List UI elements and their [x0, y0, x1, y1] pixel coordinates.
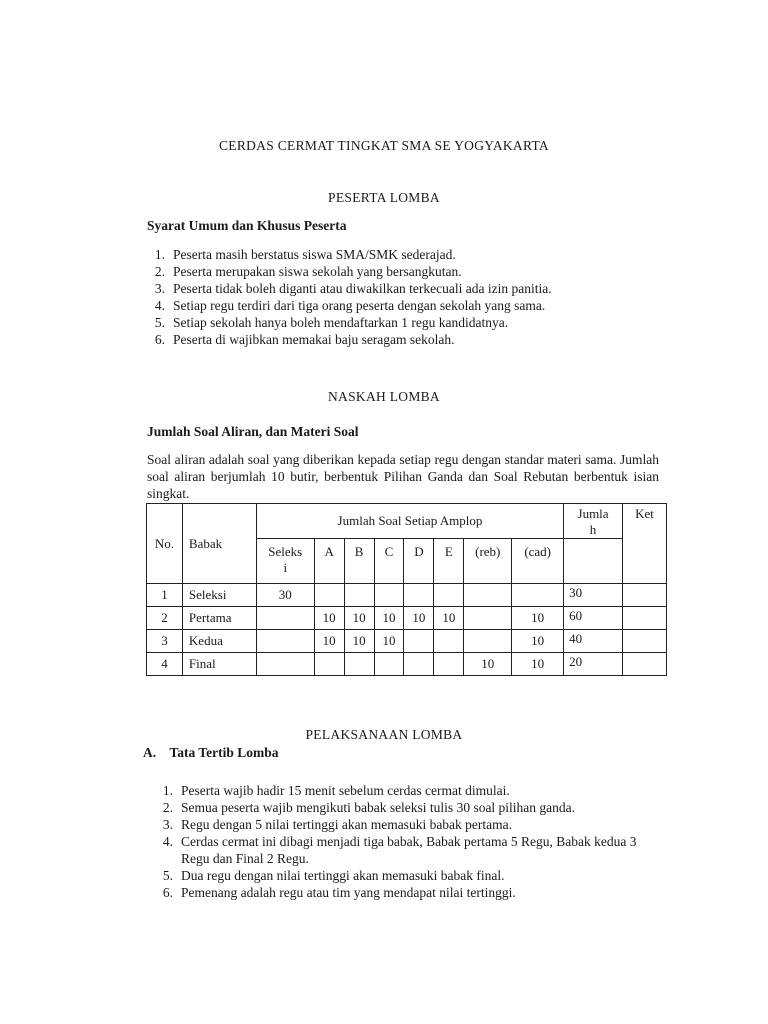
- cell-c: [374, 653, 404, 676]
- soal-table: [146, 503, 667, 676]
- cell-no: 4: [147, 653, 183, 676]
- table-row: [147, 630, 667, 653]
- cell-e: [434, 653, 464, 676]
- cell-b: 10: [344, 630, 374, 653]
- list-item: 6. Peserta di wajibkan memakai baju seragam sekolah.: [154, 332, 455, 347]
- list-item: 3. Regu dengan 5 nilai tertinggi akan memasuki babak pertama.: [162, 817, 513, 832]
- list-item: 4. Setiap regu terdiri dari tiga orang peserta dengan sekolah yang sama.: [154, 298, 546, 313]
- document-title: CERDAS CERMAT TINGKAT SMA SE YOGYAKARTA: [219, 138, 549, 153]
- header-d: D: [404, 539, 434, 584]
- cell-e: 10: [434, 607, 464, 630]
- cell-babak: Kedua: [182, 630, 256, 653]
- cell-jumlah: 40: [564, 630, 623, 653]
- cell-reb: 10: [464, 653, 512, 676]
- cell-c: 10: [374, 607, 404, 630]
- cell-reb: [464, 630, 512, 653]
- header-cad: (cad): [512, 539, 564, 584]
- cell-seleksi: 30: [256, 584, 314, 607]
- cell-a: [314, 584, 344, 607]
- cell-c: 10: [374, 630, 404, 653]
- peserta-list: [147, 246, 627, 348]
- cell-cad: 10: [512, 653, 564, 676]
- header-a: A: [314, 539, 344, 584]
- pelaksanaan-subheading: [143, 745, 279, 761]
- header-e: E: [434, 539, 464, 584]
- list-item: 1. Peserta masih berstatus siswa SMA/SMK sederajad.: [154, 247, 456, 262]
- cell-d: [404, 653, 434, 676]
- list-item: 2. Semua peserta wajib mengikuti babak seleksi tulis 30 soal pilihan ganda.: [162, 800, 576, 815]
- list-item: 6. Pemenang adalah regu atau tim yang mendapat nilai tertinggi.: [162, 885, 516, 900]
- cell-seleksi: [256, 630, 314, 653]
- cell-reb: [464, 607, 512, 630]
- tata-tertib-list: [155, 782, 663, 901]
- cell-cad: 10: [512, 630, 564, 653]
- header-b: B: [344, 539, 374, 584]
- cell-ket: [622, 653, 666, 676]
- header-jumlah-empty: [564, 539, 623, 584]
- cell-no: 1: [147, 584, 183, 607]
- header-seleksi: Seleks i: [256, 539, 314, 584]
- cell-jumlah: 20: [564, 653, 623, 676]
- cell-no: 2: [147, 607, 183, 630]
- header-babak: Babak: [182, 504, 256, 584]
- pelaksanaan-heading: PELAKSANAAN LOMBA: [305, 727, 463, 742]
- header-c: C: [374, 539, 404, 584]
- subheading-text: Tata Tertib Lomba: [169, 745, 279, 760]
- cell-babak: Seleksi: [182, 584, 256, 607]
- cell-babak: Pertama: [182, 607, 256, 630]
- cell-seleksi: [256, 653, 314, 676]
- cell-b: 10: [344, 607, 374, 630]
- cell-cad: 10: [512, 607, 564, 630]
- subheading-letter: A.: [143, 745, 157, 760]
- header-reb: (reb): [464, 539, 512, 584]
- list-item: 5. Dua regu dengan nilai tertinggi akan memasuki babak final.: [162, 868, 505, 883]
- list-item: 4. Cerdas cermat ini dibagi menjadi tiga babak, Babak pertama 5 Regu, Babak kedua 3 Regu dan Final 2 Regu.: [162, 834, 637, 866]
- header-no: No.: [147, 504, 183, 584]
- table-row: [147, 607, 667, 630]
- cell-babak: Final: [182, 653, 256, 676]
- cell-a: 10: [314, 607, 344, 630]
- cell-reb: [464, 584, 512, 607]
- cell-d: [404, 630, 434, 653]
- list-item: 5. Setiap sekolah hanya boleh mendaftarkan 1 regu kandidatnya.: [154, 315, 509, 330]
- cell-jumlah: 30: [564, 584, 623, 607]
- cell-ket: [622, 584, 666, 607]
- list-item: 3. Peserta tidak boleh diganti atau diwakilkan terkecuali ada izin panitia.: [154, 281, 552, 296]
- cell-b: [344, 653, 374, 676]
- naskah-paragraph: Soal aliran adalah soal yang diberikan kepada setiap regu dengan standar materi sama. Jumlah soal aliran berjumlah 10 butir, berbentuk Pilihan Ganda dan Soal Rebutan berbentuk isian singkat.: [147, 452, 659, 501]
- cell-d: 10: [404, 607, 434, 630]
- header-jumlah-soal: Jumlah Soal Setiap Amplop: [256, 504, 563, 539]
- cell-e: [434, 584, 464, 607]
- naskah-subheading: Jumlah Soal Aliran, dan Materi Soal: [147, 424, 359, 439]
- cell-no: 3: [147, 630, 183, 653]
- cell-a: [314, 653, 344, 676]
- list-item: 1. Peserta wajib hadir 15 menit sebelum cerdas cermat dimulai.: [162, 783, 510, 798]
- table-row: [147, 653, 667, 676]
- cell-c: [374, 584, 404, 607]
- cell-b: [344, 584, 374, 607]
- table-row: [147, 584, 667, 607]
- cell-cad: [512, 584, 564, 607]
- cell-seleksi: [256, 607, 314, 630]
- table-header-row: [147, 504, 667, 539]
- cell-ket: [622, 630, 666, 653]
- cell-e: [434, 630, 464, 653]
- peserta-subheading: Syarat Umum dan Khusus Peserta: [147, 218, 347, 233]
- peserta-heading: PESERTA LOMBA: [328, 190, 440, 205]
- cell-jumlah: 60: [564, 607, 623, 630]
- cell-d: [404, 584, 434, 607]
- list-item: 2. Peserta merupakan siswa sekolah yang bersangkutan.: [154, 264, 462, 279]
- cell-a: 10: [314, 630, 344, 653]
- cell-ket: [622, 607, 666, 630]
- header-ket: Ket: [622, 504, 666, 584]
- header-jumlah: Jumla h: [564, 504, 623, 539]
- naskah-heading: NASKAH LOMBA: [328, 389, 440, 404]
